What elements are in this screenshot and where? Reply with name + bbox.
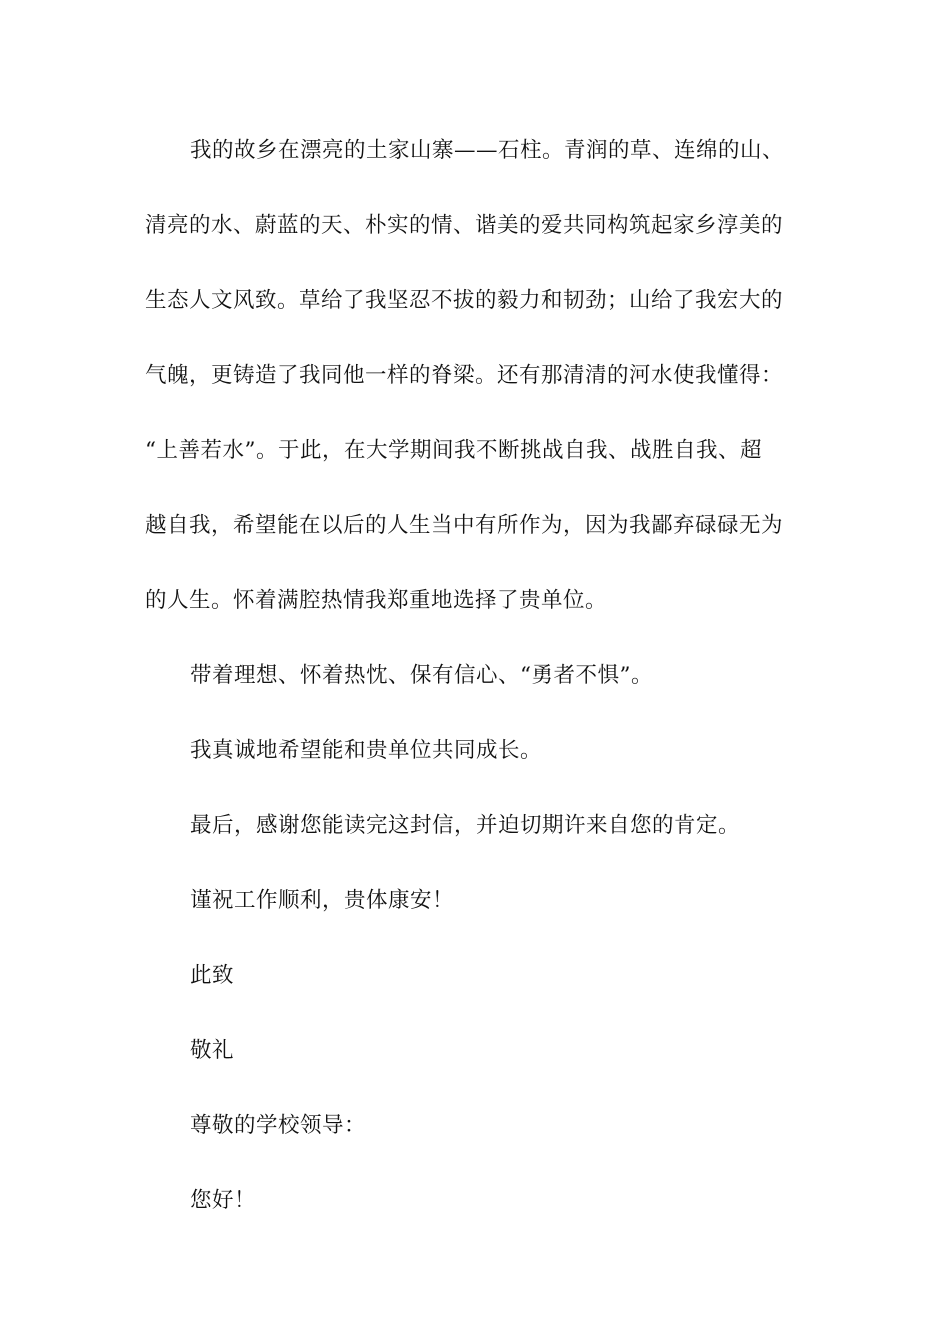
paragraph-line: 我的故乡在漂亮的土家山寨——石柱。青润的草、连绵的山、: [190, 138, 785, 163]
text-line: 我真诚地希望能和贵单位共同成长。: [190, 738, 543, 763]
paragraph-line: “上善若水”。于此，在大学期间我不断挑战自我、战胜自我、超: [145, 438, 762, 463]
paragraph-line: 的人生。怀着满腔热情我郑重地选择了贵单位。: [145, 588, 608, 613]
text-line: 谨祝工作顺利，贵体康安！: [190, 888, 455, 913]
text-line: 带着理想、怀着热忱、保有信心、“勇者不惧”。: [190, 663, 653, 688]
text-line: 此致: [190, 963, 235, 988]
paragraph-line: 生态人文风致。草给了我坚忍不拔的毅力和韧劲；山给了我宏大的: [145, 288, 784, 313]
text-line: 尊敬的学校领导：: [190, 1113, 367, 1138]
text-line: 最后，感谢您能读完这封信，并迫切期许来自您的肯定。: [190, 813, 741, 838]
body-paragraph: [145, 132, 810, 657]
paragraph-line: 气魄，更铸造了我同他一样的脊梁。还有那清清的河水使我懂得：: [145, 363, 784, 388]
paragraph-line: 越自我，希望能在以后的人生当中有所作为，因为我鄙弃碌碌无为: [145, 513, 784, 538]
text-line: 敬礼: [190, 1038, 235, 1063]
paragraph-line: 清亮的水、蔚蓝的天、朴实的情、谐美的爱共同构筑起家乡淳美的: [145, 213, 784, 238]
letter-closing-lines: [145, 657, 810, 1257]
text-line: 您好！: [190, 1188, 257, 1213]
